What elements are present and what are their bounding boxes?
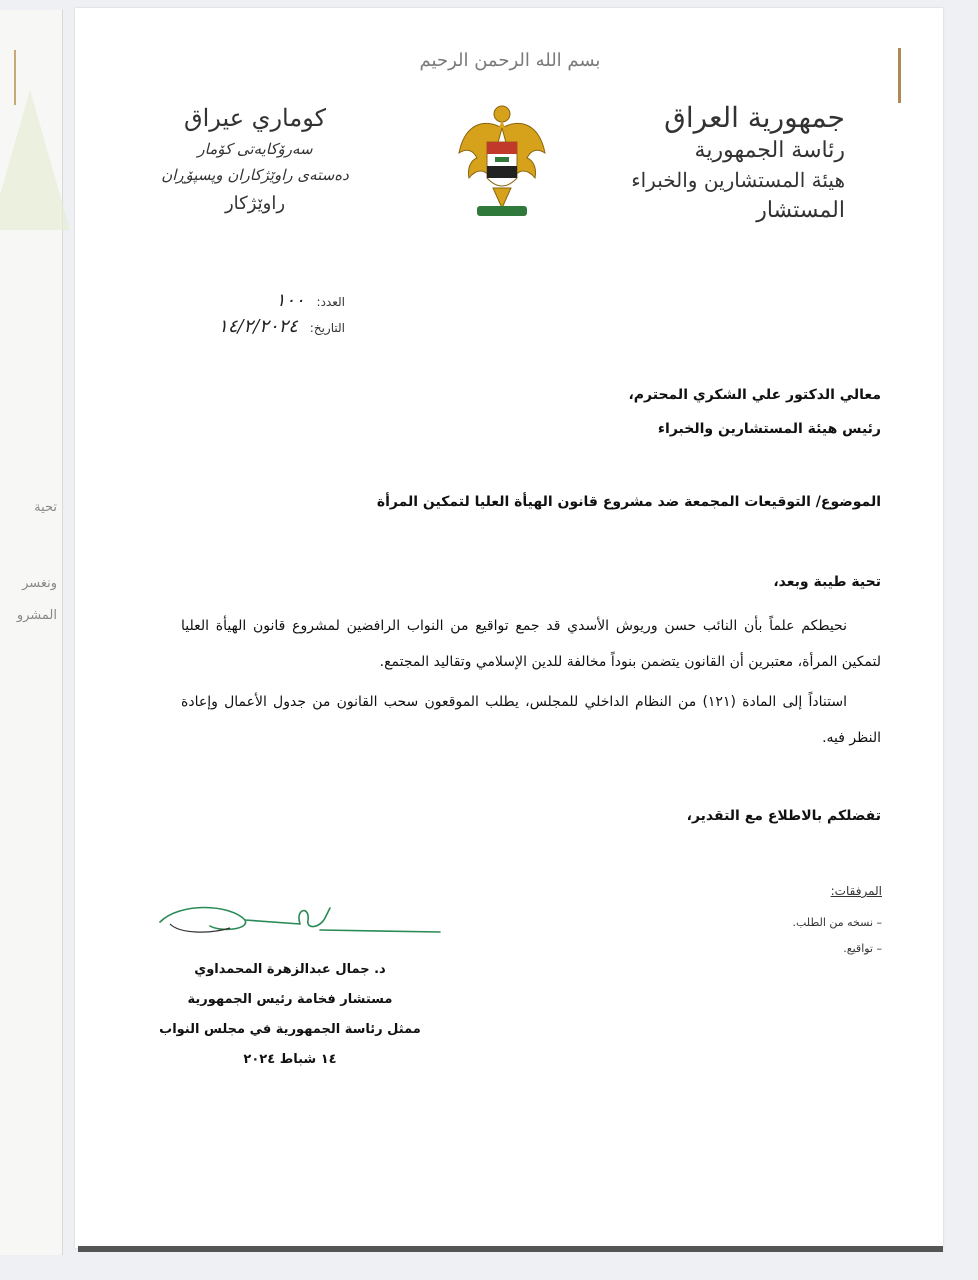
paragraph-2 (181, 684, 881, 756)
signer-title: مستشار فخامة رئيس الجمهورية (187, 992, 393, 1007)
attachment-item: – نسخه من الطلب. (792, 916, 882, 929)
attachments (682, 884, 882, 962)
closing-line: تفضلكم بالاطلاع مع التقدير، (686, 808, 881, 824)
addressee (181, 378, 881, 446)
background-fragment: المشرو (16, 608, 57, 623)
greeting: تحية طيبة وبعد، (773, 574, 881, 590)
background-page-graphic (0, 90, 70, 230)
paragraph-1 (181, 608, 881, 680)
letterhead-presidency: رئاسة الجمهورية (694, 138, 845, 163)
reference-date-label: التاريخ: (309, 321, 345, 335)
letterhead-advisor: المستشار (756, 198, 845, 223)
paragraph-2-text: استناداً إلى المادة (١٢١) من النظام الداخلي للمجلس، يطلب الموقعون سحب القانون من جدول الأعمال وإعادة النظر فيه. (181, 694, 881, 746)
reference-number-label: العدد: (316, 295, 345, 309)
attachment-item: – تواقيع. (843, 942, 882, 955)
reference-number-value: ١٠٠ (275, 290, 305, 311)
addressee-title: رئيس هيئة المستشارين والخبراء (657, 421, 881, 437)
reference-date (175, 314, 345, 340)
signer-block (150, 955, 430, 1075)
letterhead-kurdish (135, 100, 375, 220)
bismillah-header: بسم الله الرحمن الرحيم (419, 50, 601, 71)
attachments-title: المرفقات: (830, 884, 882, 898)
addressee-name: معالي الدكتور علي الشكري المحترم، (628, 387, 881, 403)
letterhead-republic: جمهورية العراق (664, 101, 845, 134)
subject-line: الموضوع/ التوقيعات المجمعة ضد مشروع قانون الهيأة العليا لتمكين المرأة (376, 494, 881, 510)
reference-number (175, 288, 345, 314)
letterhead-kurdish-presidency: سەرۆكايەتى كۆمار (197, 140, 313, 158)
background-page (0, 10, 63, 1255)
letterhead-kurdish-board: دەستەى راوێژكاران وپسپۆڕان (161, 166, 349, 184)
handwritten-signature (150, 900, 450, 950)
iraq-eagle-emblem-icon (455, 98, 549, 228)
background-fragment: تحية (34, 500, 57, 515)
reference-block (175, 288, 345, 340)
background-fragment: ونغسر (22, 576, 57, 591)
letterhead-kurdish-republic: كوماري عيراق (183, 104, 327, 132)
signer-date: ١٤ شباط ٢٠٢٤ (243, 1052, 337, 1067)
paragraph-1-text: نحيطكم علماً بأن النائب حسن وريوش الأسدي قد جمع تواقيع من النواب الرافضين لمشروع قانون الهيأة العليا لتمكين المرأة، معتبرين أن القانون يتضمن بنوداً مخالفة للدين الإسلامي وتقاليد المجتمع. (181, 618, 881, 670)
page-edge-mark (898, 48, 901, 103)
letterhead-board: هيئة المستشارين والخبراء (631, 168, 845, 192)
reference-date-value: ١٤/٢/٢٠٢٤ (218, 316, 298, 337)
page-bottom-edge (78, 1246, 943, 1252)
letterhead-kurdish-advisor: راوێژكار (224, 193, 286, 214)
signer-name: د. جمال عبدالزهرة المحمداوي (194, 962, 386, 977)
signer-role: ممثل رئاسة الجمهورية في مجلس النواب (159, 1022, 421, 1037)
letterhead-arabic (615, 100, 845, 228)
